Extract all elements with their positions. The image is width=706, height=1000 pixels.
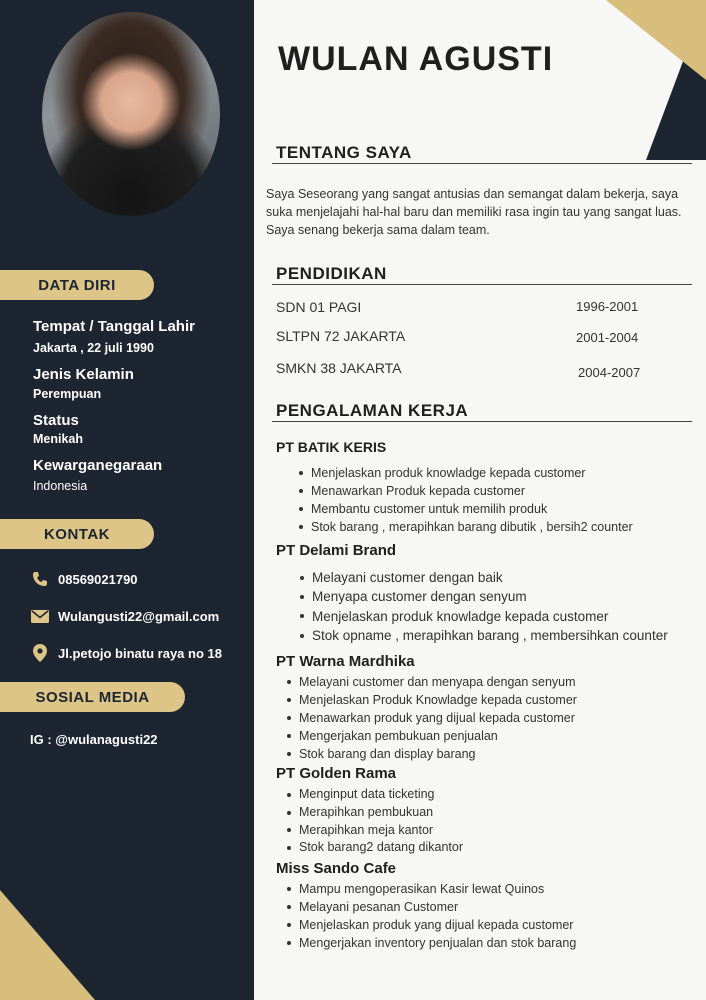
decor-triangle: [0, 890, 95, 1000]
sosial-media-label: SOSIAL MEDIA: [35, 688, 150, 706]
job-duties: [285, 673, 577, 763]
about-title: TENTANG SAYA: [276, 143, 412, 162]
list-item: Mengerjakan inventory penjualan dan stok barang: [285, 934, 576, 952]
phone-icon: [30, 570, 50, 588]
list-item: Merapihkan meja kantor: [285, 822, 463, 840]
job-company: PT BATIK KERIS: [276, 439, 387, 455]
list-item: Melayani customer dan menyapa dengan senyum: [285, 673, 577, 691]
kontak-header: [0, 519, 154, 549]
list-item: Stok barang dan display barang: [285, 745, 577, 763]
job-duties: [298, 568, 668, 645]
profile-photo: [40, 10, 222, 218]
list-item: Membantu customer untuk memilih produk: [297, 500, 633, 518]
list-item: Stok barang2 datang dikantor: [285, 839, 463, 857]
list-item: Mampu mengoperasikan Kasir lewat Quinos: [285, 880, 576, 898]
list-item: Melayani pesanan Customer: [285, 898, 576, 916]
location-icon: [30, 644, 50, 662]
list-item: Menjelaskan produk yang dijual kepada customer: [285, 916, 576, 934]
education-years: 1996-2001: [576, 299, 639, 314]
experience-title: PENGALAMAN KERJA: [276, 401, 469, 420]
status-value: Menikah: [33, 432, 84, 446]
contact-email[interactable]: [30, 607, 219, 625]
sosial-media-header: [0, 682, 185, 712]
contact-phone[interactable]: [30, 570, 138, 588]
list-item: Stok barang , merapihkan barang dibutik , bersih2 counter: [297, 518, 633, 536]
status-label: Status: [33, 412, 79, 429]
instagram-handle[interactable]: IG : @wulanagusti22: [30, 732, 158, 747]
education-school: SLTPN 72 JAKARTA: [276, 328, 406, 344]
sidebar: [0, 0, 254, 1000]
job-company: PT Warna Mardhika: [276, 653, 415, 670]
phone-number: 08569021790: [58, 571, 138, 587]
list-item: Stok opname , merapihkan barang , membersihkan counter: [298, 626, 668, 645]
birth-label: Tempat / Tanggal Lahir: [33, 318, 195, 335]
address-text: Jl.petojo binatu raya no 18: [58, 645, 222, 661]
education-years: 2004-2007: [578, 365, 641, 380]
data-diri-header: [0, 270, 154, 300]
person-name: WULAN AGUSTI: [278, 40, 554, 78]
contact-address[interactable]: [30, 644, 222, 662]
list-item: Menyapa customer dengan senyum: [298, 587, 668, 606]
job-company: PT Delami Brand: [276, 542, 397, 559]
gender-value: Perempuan: [33, 387, 102, 401]
job-duties: [285, 786, 463, 857]
kontak-label: KONTAK: [43, 525, 111, 543]
list-item: Melayani customer dengan baik: [298, 568, 668, 587]
list-item: Menjelaskan Produk Knowladge kepada customer: [285, 691, 577, 709]
mail-icon: [30, 607, 50, 625]
list-item: Menjelaskan produk knowladge kepada customer: [298, 607, 668, 626]
list-item: Menawarkan Produk kepada customer: [297, 482, 633, 500]
education-school: SMKN 38 JAKARTA: [276, 360, 402, 376]
list-item: Menginput data ticketing: [285, 786, 463, 804]
list-item: Menawarkan produk yang dijual kepada customer: [285, 709, 577, 727]
decor-top-gold: [606, 0, 706, 80]
education-title: PENDIDIKAN: [276, 264, 387, 283]
education-school: SDN 01 PAGI: [276, 299, 362, 315]
experience-divider: [272, 421, 692, 422]
birth-value: Jakarta , 22 juli 1990: [33, 341, 154, 355]
email-address: Wulangusti22@gmail.com: [58, 608, 220, 624]
citizenship-value: Indonesia: [33, 479, 88, 493]
list-item: Mengerjakan pembukuan penjualan: [285, 727, 577, 745]
about-text: Saya Seseorang yang sangat antusias dan semangat dalam bekerja, saya suka menjelajahi hal-hal baru dan memiliki rasa ingin tau yang sangat luas. Saya senang bekerja sama dalam team.: [266, 187, 682, 237]
about-divider: [272, 163, 692, 164]
job-duties: [285, 880, 576, 952]
data-diri-label: DATA DIRI: [38, 276, 116, 294]
gender-label: Jenis Kelamin: [33, 366, 134, 383]
education-divider: [272, 284, 692, 285]
job-company: Miss Sando Cafe: [276, 860, 397, 877]
education-years: 2001-2004: [576, 330, 639, 345]
job-company: PT Golden Rama: [276, 765, 397, 782]
job-duties: [297, 464, 633, 536]
list-item: Menjelaskan produk knowladge kepada customer: [297, 464, 633, 482]
list-item: Merapihkan pembukuan: [285, 804, 463, 822]
citizenship-label: Kewarganegaraan: [33, 457, 163, 474]
